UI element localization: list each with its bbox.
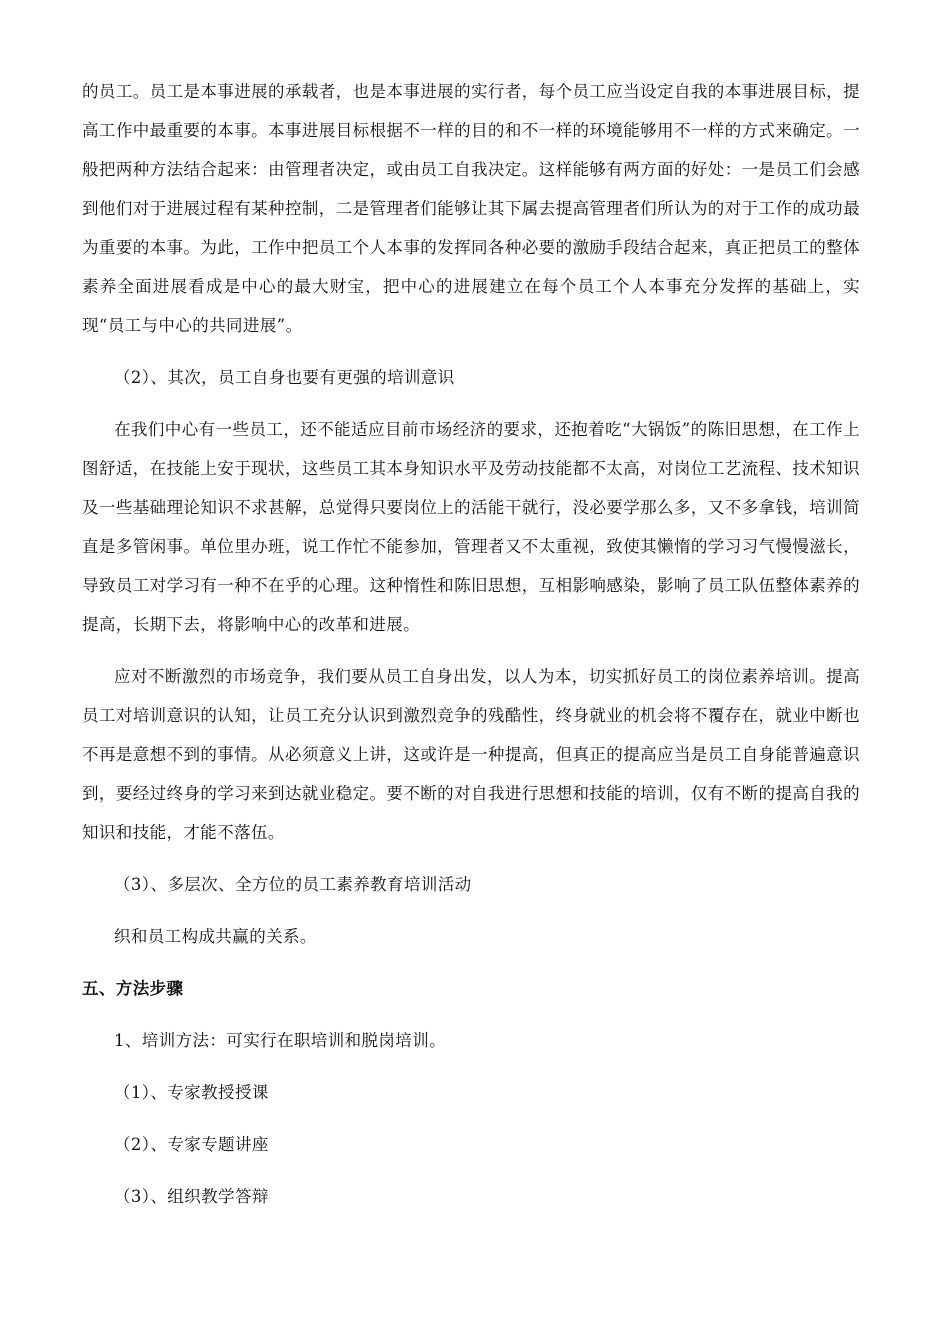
section-heading-method-steps: 五、方法步骤 [82,979,184,998]
document-page [82,72,860,1216]
subheading-multilevel-training: （3）、多层次、全方位的员工素养教育培训活动 [114,875,472,894]
paragraph-employee-development: 的员工。员工是本事进展的承载者，也是本事进展的实行者，每个员工应当设定自我的本事进展目标，提高工作中最重要的本事。本事进展目标根据不一样的目的和不一样的环境能够用不一样的方式来确定。一般把两种方法结合起来：由管理者决定，或由员工自我决定。这样能够有两方面的好处：一是员工们会感到他们对于进展过程有某种控制，二是管理者们能够让其下属去提高管理者们所认为的对于工作的成功最为重要的本事。为此，工作中把员工个人本事的发挥同各种必要的激励手段结合起来，真正把员工的整体素养全面进展看成是中心的最大财宝，把中心的进展建立在每个员工个人本事充分发挥的基础上，实现“员工与中心的共同进展”。 [82,82,860,335]
paragraph-current-problems: 在我们中心有一些员工，还不能适应目前市场经济的要求，还抱着吃“大锅饭”的陈旧思想，在工作上图舒适，在技能上安于现状，这些员工其本身知识水平及劳动技能都不太高，对岗位工艺流程、技术知识及一些基础理论知识不求甚解，总觉得只要岗位上的活能干就行，没必要学那么多，又不多拿钱，培训简直是多管闲事。单位里办班，说工作忙不能参加，管理者又不太重视，致使其懒惰的学习习气慢慢滋长，导致员工对学习有一种不在乎的心理。这种惰性和陈旧思想，互相影响感染，影响了员工队伍整体素养的提高，长期下去，将影响中心的改革和进展。 [82,420,860,634]
step-training-method: 1、培训方法：可实行在职培训和脱岗培训。 [114,1031,446,1050]
step-expert-lectures: （1）、专家教授授课 [114,1083,269,1102]
paragraph-market-competition: 应对不断激烈的市场竞争，我们要从员工自身出发，以人为本，切实抓好员工的岗位素养培训。提高员工对培训意识的认知，让员工充分认识到激烈竞争的残酷性，终身就业的机会将不覆存在，就业中断也不再是意想不到的事情。从必须意义上讲，这或许是一种提高，但真正的提高应当是员工自身能普遍意识到，要经过终身的学习来到达就业稳定。要不断的对自我进行思想和技能的培训，仅有不断的提高自我的知识和技能，才能不落伍。 [82,667,860,842]
paragraph-win-win: 织和员工构成共赢的关系。 [114,927,317,946]
step-special-seminars: （2）、专家专题讲座 [114,1135,269,1154]
step-teaching-defense: （3）、组织教学答辩 [114,1187,269,1206]
subheading-training-awareness: （2）、其次，员工自身也要有更强的培训意识 [114,368,455,387]
